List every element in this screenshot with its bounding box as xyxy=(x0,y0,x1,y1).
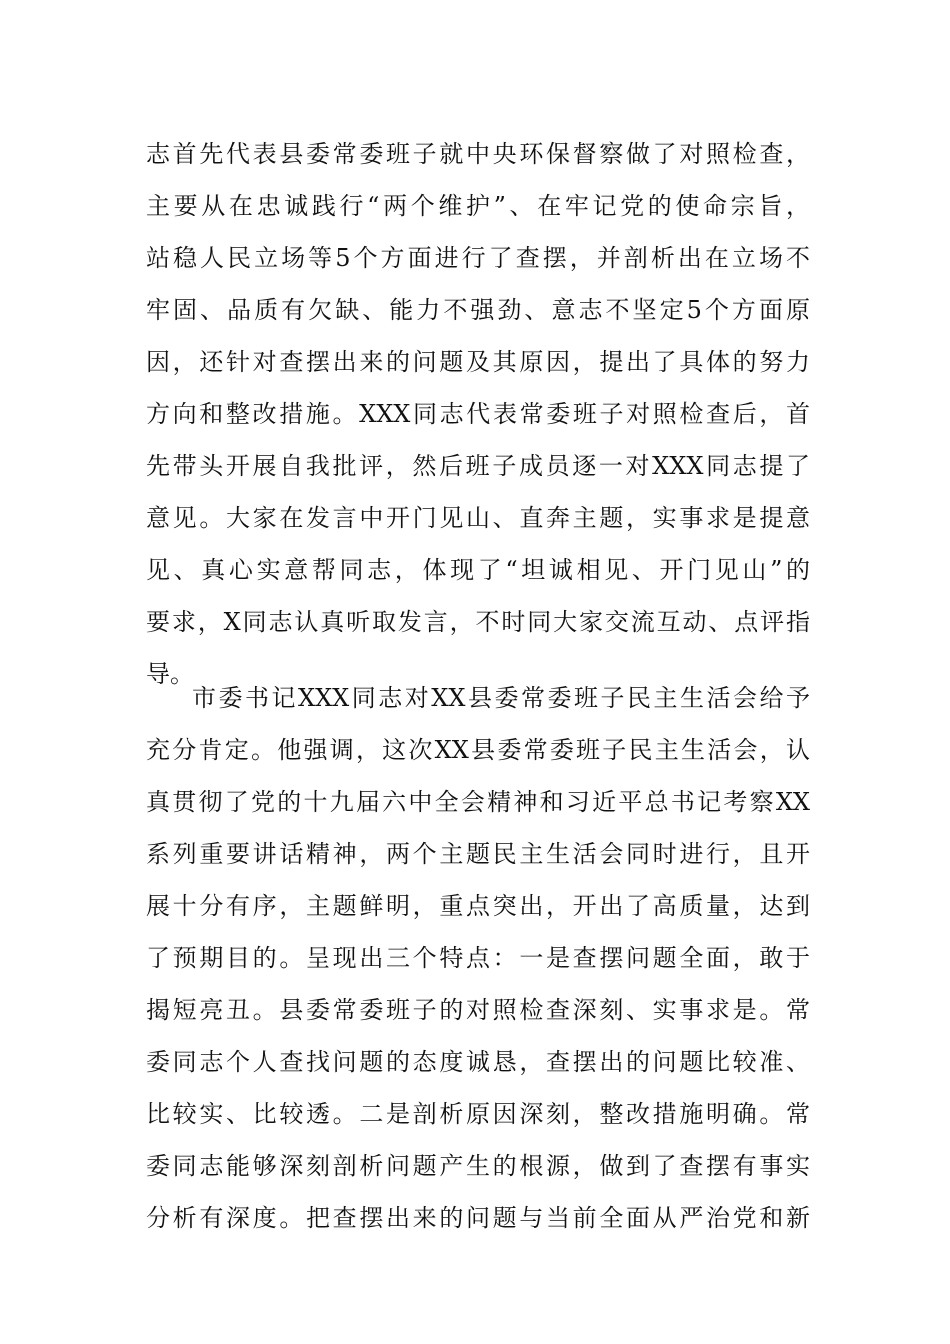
paragraph-2-line: 比较实、比较透。二是剖析原因深刻，整改措施明确。常 xyxy=(146,1100,810,1128)
paragraph-2-line: 委同志个人查找问题的态度诚恳，查摆出的问题比较准、 xyxy=(146,1048,810,1076)
paragraph-2-line: 充分肯定。他强调，这次XX县委常委班子民主生活会，认 xyxy=(146,736,810,764)
paragraph-1-line: 牢固、品质有欠缺、能力不强劲、意志不坚定5个方面原 xyxy=(146,296,810,324)
paragraph-1 xyxy=(146,128,810,700)
paragraph-1-line: 先带头开展自我批评，然后班子成员逐一对XXX同志提了 xyxy=(146,452,810,480)
paragraph-1-line: 要求，X同志认真听取发言，不时同大家交流互动、点评指 xyxy=(146,608,810,636)
paragraph-2-line: 市委书记XXX同志对XX县委常委班子民主生活会给予 xyxy=(192,684,810,712)
paragraph-2-line: 委同志能够深刻剖析问题产生的根源，做到了查摆有事实 xyxy=(146,1152,810,1180)
paragraph-1-line: 方向和整改措施。XXX同志代表常委班子对照检查后，首 xyxy=(146,400,810,428)
paragraph-1-line: 站稳人民立场等5个方面进行了查摆，并剖析出在立场不 xyxy=(146,244,810,272)
paragraph-2-line: 真贯彻了党的十九届六中全会精神和习近平总书记考察XX xyxy=(146,788,810,816)
paragraph-2-line: 系列重要讲话精神，两个主题民主生活会同时进行，且开 xyxy=(146,840,810,868)
paragraph-2-line: 揭短亮丑。县委常委班子的对照检查深刻、实事求是。常 xyxy=(146,996,810,1024)
paragraph-2-line: 了预期目的。呈现出三个特点：一是查摆问题全面，敢于 xyxy=(146,944,810,972)
paragraph-1-line: 意见。大家在发言中开门见山、直奔主题，实事求是提意 xyxy=(146,504,810,532)
paragraph-1-line: 主要从在忠诚践行“两个维护”、在牢记党的使命宗旨， xyxy=(146,192,810,220)
paragraph-1-line: 志首先代表县委常委班子就中央环保督察做了对照检查， xyxy=(146,140,810,168)
paragraph-1-line: 见、真心实意帮同志，体现了“坦诚相见、开门见山”的 xyxy=(146,556,810,584)
paragraph-2-line: 展十分有序，主题鲜明，重点突出，开出了高质量，达到 xyxy=(146,892,810,920)
paragraph-1-line: 因，还针对查摆出来的问题及其原因，提出了具体的努力 xyxy=(146,348,810,376)
paragraph-2-line: 分析有深度。把查摆出来的问题与当前全面从严治党和新 xyxy=(146,1204,810,1232)
paragraph-2 xyxy=(146,672,810,1244)
paragraph-1-line: 导。 xyxy=(146,660,194,688)
